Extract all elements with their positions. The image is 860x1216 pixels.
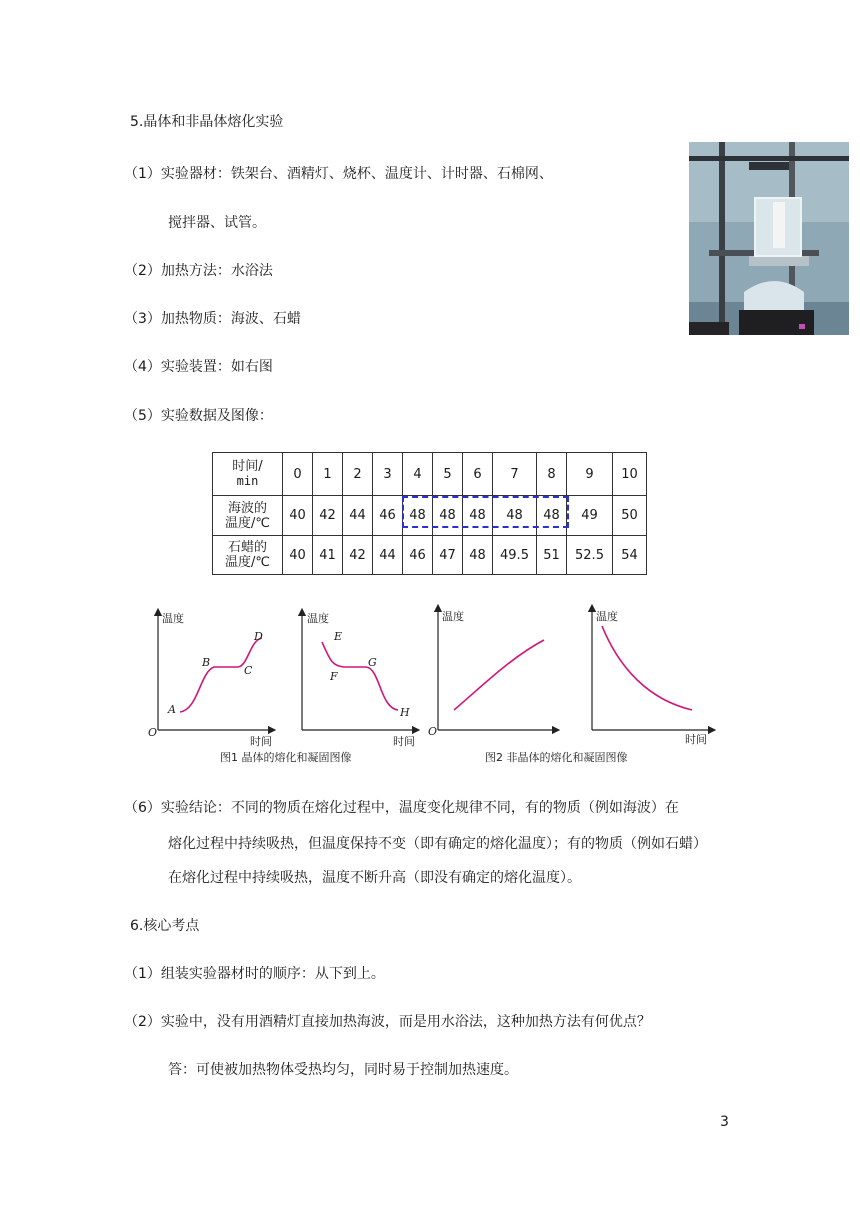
table-cell: 50 [613,496,647,536]
constant-temperature-highlight [402,496,569,528]
table-cell: 3 [373,453,403,496]
table-cell: 48 [537,496,567,536]
table-cell: 48 [463,536,493,575]
figure-caption-2: 图2 非晶体的熔化和凝固图像 [485,751,628,764]
paraffin-header: 石蜡的 温度/℃ [213,536,283,575]
table-cell: 47 [433,536,463,575]
table-cell: 48 [403,496,433,536]
data-and-graphs: （5）实验数据及图像： [124,408,273,424]
table-cell: 9 [567,453,613,496]
table-cell: 2 [343,453,373,496]
table-cell: 44 [373,536,403,575]
table-cell: 48 [493,496,537,536]
y-axis-label: 温度 [596,610,618,623]
y-axis-label: 温度 [307,612,329,625]
time-header: 时间/ min [213,453,283,496]
table-cell: 4 [403,453,433,496]
point-label: D [254,630,263,643]
page-number: 3 [720,1114,729,1130]
key-point-1: （1）组装实验器材时的顺序：从下到上。 [124,966,385,982]
apparatus-photo [689,142,849,335]
point-label: E [334,630,343,643]
table-row [213,536,647,575]
melting-graphs [140,600,730,775]
heating-substance: （3）加热物质：海波、石蜡 [124,311,301,327]
table-cell: 5 [433,453,463,496]
table-cell: 41 [313,536,343,575]
table-cell: 54 [613,536,647,575]
graph-crystal-melting [148,611,272,748]
conclusion-line-3: 在熔化过程中持续吸热，温度不断升高（即没有确定的熔化温度）。 [168,870,581,886]
section-6-title: 6.核心考点 [130,918,200,934]
table-cell: 40 [283,536,313,575]
table-cell: 6 [463,453,493,496]
table-cell: 46 [403,536,433,575]
curve-amorphous-solidifying [602,626,692,710]
table-cell: 49.5 [493,536,537,575]
point-label: C [244,664,253,677]
table-cell: 8 [537,453,567,496]
x-axis-label: 时间 [393,735,415,748]
graph-amorphous-melting [428,608,556,738]
conclusion-line-1: （6）实验结论：不同的物质在熔化过程中，温度变化规律不同，有的物质（例如海波）在 [124,800,679,816]
table-cell: 1 [313,453,343,496]
y-axis-label: 温度 [162,612,184,625]
hypo-header: 海波的 温度/℃ [213,496,283,536]
equipment-line: （1）实验器材：铁架台、酒精灯、烧杯、温度计、计时器、石棉网、 [124,166,553,182]
origin-label: O [148,726,158,739]
table-cell: 51 [537,536,567,575]
key-point-answer: 答：可使被加热物体受热均匀，同时易于控制加热速度。 [168,1062,518,1078]
figure-caption-1: 图1 晶体的熔化和凝固图像 [220,751,352,764]
y-axis-label: 温度 [442,610,464,623]
table-cell: 10 [613,453,647,496]
table-cell: 48 [433,496,463,536]
x-axis-label: 时间 [250,735,272,748]
graph-crystal-solidifying [302,611,416,748]
table-cell: 52.5 [567,536,613,575]
table-cell: 46 [373,496,403,536]
point-label: A [168,703,176,716]
table-cell: 48 [463,496,493,536]
table-cell: 0 [283,453,313,496]
heating-method: （2）加热方法：水浴法 [124,263,273,279]
point-label: B [202,656,211,669]
table-cell: 42 [343,536,373,575]
conclusion-line-2: 熔化过程中持续吸热，但温度保持不变（即有确定的熔化温度）；有的物质（例如石蜡） [168,836,707,852]
x-axis-label: 时间 [685,733,707,746]
table-row [213,453,647,496]
table-cell: 40 [283,496,313,536]
apparatus: （4）实验装置：如右图 [124,359,273,375]
table-cell: 42 [313,496,343,536]
origin-label: O [428,725,438,738]
equipment-line-cont: 搅拌器、试管。 [168,215,266,231]
table-cell: 7 [493,453,537,496]
section-5-title: 5.晶体和非晶体熔化实验 [130,114,284,130]
point-label: H [400,706,410,719]
point-label: F [330,670,338,683]
table-cell: 49 [567,496,613,536]
graph-amorphous-solidifying [592,608,712,746]
curve-amorphous-melting [454,640,544,710]
key-point-2: （2）实验中，没有用酒精灯直接加热海波，而是用水浴法，这种加热方法有何优点？ [124,1014,651,1030]
point-label: G [368,656,377,669]
table-cell: 44 [343,496,373,536]
